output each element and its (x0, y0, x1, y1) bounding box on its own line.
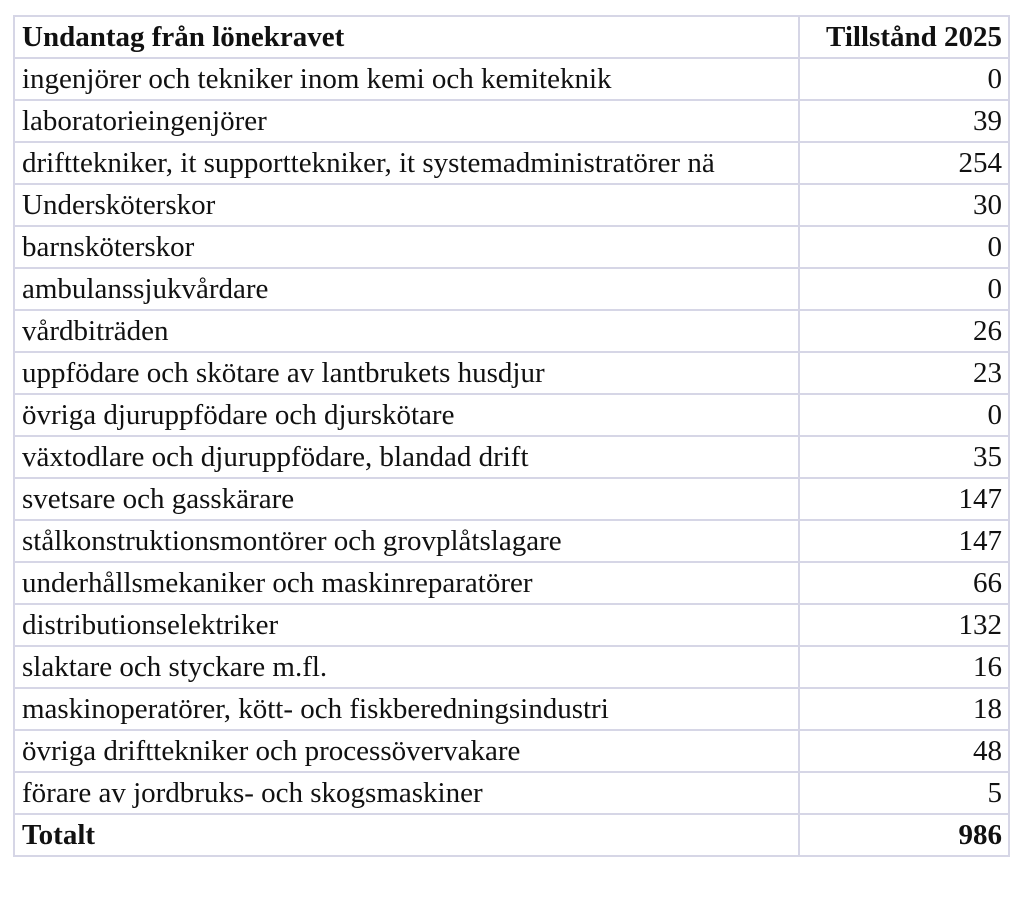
permit-count-cell: 0 (799, 394, 1009, 436)
occupation-cell: distributionselektriker (14, 604, 799, 646)
table-row (14, 142, 1009, 184)
table-row (14, 226, 1009, 268)
table-row (14, 478, 1009, 520)
table-row (14, 646, 1009, 688)
table-row (14, 436, 1009, 478)
total-value: 986 (799, 814, 1009, 856)
table-row (14, 604, 1009, 646)
permit-count-cell: 0 (799, 226, 1009, 268)
table-row (14, 58, 1009, 100)
permit-count-cell: 132 (799, 604, 1009, 646)
occupation-cell: växtodlare och djuruppfödare, blandad drift (14, 436, 799, 478)
permit-count-cell: 147 (799, 520, 1009, 562)
permit-count-cell: 39 (799, 100, 1009, 142)
table-row (14, 730, 1009, 772)
occupation-cell: Undersköterskor (14, 184, 799, 226)
occupation-cell: underhållsmekaniker och maskinreparatörer (14, 562, 799, 604)
table-header-row (14, 16, 1009, 58)
occupation-cell: slaktare och styckare m.fl. (14, 646, 799, 688)
table-body (14, 58, 1009, 814)
occupation-cell: drifttekniker, it supporttekniker, it systemadministratörer nä (14, 142, 799, 184)
permit-count-cell: 0 (799, 268, 1009, 310)
occupation-cell: uppfödare och skötare av lantbrukets husdjur (14, 352, 799, 394)
permit-count-cell: 26 (799, 310, 1009, 352)
permit-count-cell: 5 (799, 772, 1009, 814)
permit-count-cell: 66 (799, 562, 1009, 604)
total-row (14, 814, 1009, 856)
occupation-cell: maskinoperatörer, kött- och fiskberedningsindustri (14, 688, 799, 730)
table-row (14, 100, 1009, 142)
total-label: Totalt (14, 814, 799, 856)
table-row (14, 268, 1009, 310)
permit-count-cell: 16 (799, 646, 1009, 688)
permit-count-cell: 23 (799, 352, 1009, 394)
table-row (14, 772, 1009, 814)
occupation-cell: stålkonstruktionsmontörer och grovplåtslagare (14, 520, 799, 562)
table-row (14, 688, 1009, 730)
table-row (14, 394, 1009, 436)
occupation-cell: barnsköterskor (14, 226, 799, 268)
permit-count-cell: 0 (799, 58, 1009, 100)
table-row (14, 520, 1009, 562)
header-exception: Undantag från lönekravet (14, 16, 799, 58)
table-row (14, 562, 1009, 604)
permit-count-cell: 254 (799, 142, 1009, 184)
header-permits-2025: Tillstånd 2025 (799, 16, 1009, 58)
permits-table (13, 15, 1010, 857)
table-row (14, 184, 1009, 226)
occupation-cell: övriga djuruppfödare och djurskötare (14, 394, 799, 436)
table-row (14, 310, 1009, 352)
occupation-cell: vårdbiträden (14, 310, 799, 352)
permit-count-cell: 147 (799, 478, 1009, 520)
permit-count-cell: 48 (799, 730, 1009, 772)
permits-table-container (13, 15, 1008, 857)
occupation-cell: ingenjörer och tekniker inom kemi och kemiteknik (14, 58, 799, 100)
occupation-cell: övriga drifttekniker och processövervakare (14, 730, 799, 772)
permit-count-cell: 30 (799, 184, 1009, 226)
permit-count-cell: 18 (799, 688, 1009, 730)
table-row (14, 352, 1009, 394)
occupation-cell: förare av jordbruks- och skogsmaskiner (14, 772, 799, 814)
occupation-cell: laboratorieingenjörer (14, 100, 799, 142)
occupation-cell: svetsare och gasskärare (14, 478, 799, 520)
occupation-cell: ambulanssjukvårdare (14, 268, 799, 310)
permit-count-cell: 35 (799, 436, 1009, 478)
